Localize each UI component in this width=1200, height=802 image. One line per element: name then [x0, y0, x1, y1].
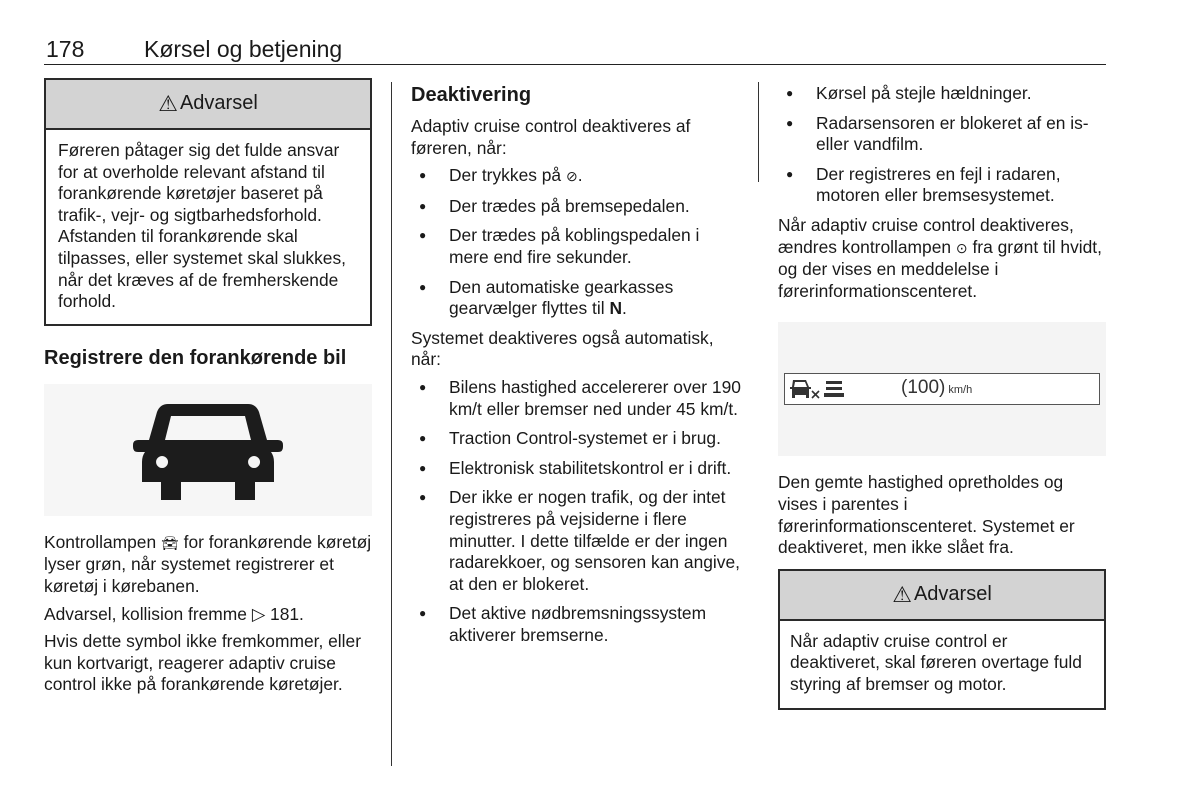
car-front-icon — [132, 398, 284, 502]
warning-triangle-icon: ⚠ — [158, 91, 178, 117]
page-number: 178 — [46, 36, 85, 62]
list-item: ● Der ikke er nogen trafik, og der intet registreres på vejsiderne i flere minutter. I dette tilfælde er der ingen radarekkoer, og sensoren kan angive, at den er blokeret. — [411, 487, 741, 595]
warning-title: Advarsel — [179, 92, 258, 115]
list-item: ● Det aktive nødbremsningssystem aktiverer bremserne. — [411, 603, 741, 646]
gear-position-label: N — [609, 298, 623, 319]
speed-value: (100) — [901, 377, 946, 399]
page-reference-arrow-icon: ▷ — [251, 603, 266, 624]
paragraph-text: for forankørende køretøj lyser grøn, når systemet registrerer et køretøj i kørebanen. — [44, 531, 372, 596]
bullet-list — [778, 83, 1106, 207]
column-right — [778, 78, 1106, 730]
list-item-text: . — [622, 298, 627, 319]
paragraph: Den gemte hastighed opretholdes og vises i parentes i førerinformationscenteret. Systemet er deaktiveret, men ikke slået fra. — [778, 472, 1075, 558]
car-indicator-icon: 🚘︎ — [160, 534, 179, 551]
paragraph — [44, 604, 372, 626]
column-divider — [758, 82, 759, 182]
bullet-list — [411, 377, 741, 647]
paragraph: Systemet deaktiveres også automatisk, når: — [411, 327, 714, 370]
paragraph: Adaptiv cruise control deaktiveres af føreren, når: — [411, 116, 691, 158]
warning-header — [780, 571, 1104, 621]
stored-speed — [901, 377, 972, 402]
paragraph-text: Kontrollampen — [44, 531, 157, 552]
list-item: ● Radarsensoren er blokeret af en is- eller vandfilm. — [778, 113, 1106, 156]
list-item: ● Traction Control-systemet er i brug. — [411, 428, 741, 450]
chapter-title: Kørsel og betjening — [144, 36, 343, 62]
list-item: ● Elektronisk stabilitetskontrol er i drift. — [411, 458, 741, 480]
list-item: ● Bilens hastighed accelererer over 190 km/t eller bremser ned under 45 km/t. — [411, 377, 741, 420]
cruise-control-indicator-icon: ⊙ — [955, 239, 968, 256]
list-item-text: Der trykkes på — [449, 165, 562, 186]
list-item — [411, 277, 741, 320]
paragraph: Hvis dette symbol ikke fremkommer, eller kun kortvarigt, reagerer adaptiv cruise control ikke på forankørende køretøjer. — [44, 631, 361, 695]
section-heading: Registrere den forankørende bil — [44, 346, 347, 369]
warning-box — [778, 569, 1106, 710]
bullet-list — [411, 165, 741, 320]
car-illustration — [44, 384, 372, 516]
paragraph-text: fra grønt til hvidt, og der vises en meddelelse i førerinformationscenteret. — [778, 236, 1102, 301]
cross-reference-text: Advarsel, kollision fremme — [44, 603, 247, 624]
cancel-switch-icon: ⊘ — [565, 168, 578, 185]
paragraph — [778, 215, 1106, 302]
list-item: ● Der registreres en fejl i radaren, motoren eller bremsesystemet. — [778, 164, 1106, 207]
column-divider — [391, 82, 392, 766]
warning-header — [46, 80, 370, 130]
column-middle — [411, 78, 741, 654]
speed-unit: km/h — [948, 384, 973, 397]
list-item: ● Der trædes på bremsepedalen. — [411, 196, 741, 218]
warning-title: Advarsel — [913, 582, 992, 605]
paragraph-text: Når adaptiv cruise control deaktiveres, ændres kontrollampen — [778, 214, 1074, 257]
driver-info-display-illustration — [778, 322, 1106, 456]
warning-text: Når adaptiv cruise control er deaktiveret, skal føreren overtage fuld styring af bremser og motor. — [790, 630, 1082, 694]
vehicle-ahead-icon — [789, 378, 849, 400]
paragraph — [44, 532, 372, 598]
list-item-text: . — [577, 165, 583, 186]
column-left — [44, 78, 372, 702]
page-header — [44, 34, 1106, 65]
list-item: ● Kørsel på stejle hældninger. — [778, 83, 1106, 105]
warning-text: Føreren påtager sig det fulde ansvar for at overholde relevant afstand til forankørende køretøjer baseret på trafik-, vejr- og sigtbarhedsforhold. Afstanden til forankørende skal tilpasses, eller systemet skal slukkes, når det kræves af de fremherskende forhold. — [58, 140, 347, 312]
warning-triangle-icon: ⚠ — [892, 581, 912, 607]
section-heading: Deaktivering — [411, 84, 532, 106]
page-reference[interactable]: 181. — [270, 603, 304, 624]
warning-box — [44, 78, 372, 326]
list-item: ● Der trædes på koblingspedalen i mere end fire sekunder. — [411, 225, 741, 268]
display-bar — [784, 373, 1100, 405]
list-item — [411, 165, 741, 188]
list-item-text: Den automatiske gearkasses gearvælger flyttes til — [449, 276, 674, 319]
